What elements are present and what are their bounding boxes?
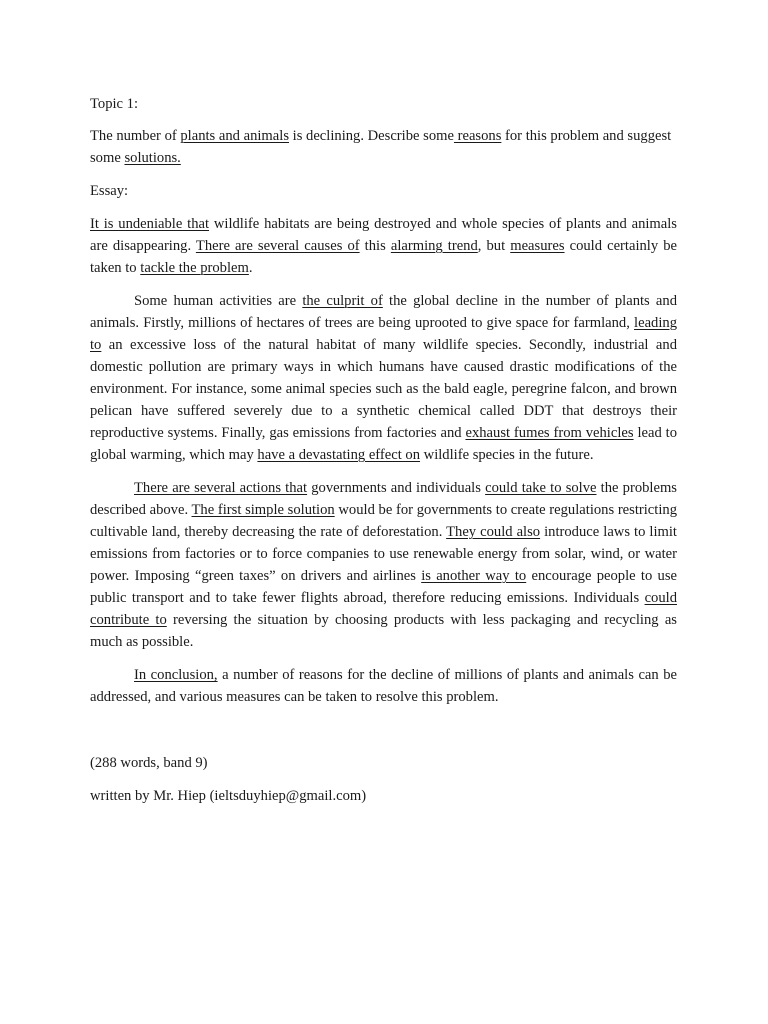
prompt-text: is declining. Describe some — [289, 128, 454, 144]
paragraph-text: wildlife habitats are being destroyed and whole species of plants and animals are disappearing. — [90, 216, 677, 254]
phrase-underline: tackle the problem — [140, 260, 249, 276]
paragraph-text: could certainly be taken to — [90, 238, 677, 276]
paragraph-text: Some human activities are — [134, 293, 303, 309]
paragraph-text: this — [359, 238, 391, 254]
phrase-underline: alarming trend — [390, 238, 478, 254]
topic-label: Topic 1: — [90, 96, 139, 112]
paragraph-text: , but — [477, 238, 511, 254]
author-line: written by Mr. Hiep (ieltsduyhiep@gmail.com) — [90, 788, 367, 804]
paragraph-text: lead to global warming, which may — [90, 425, 677, 463]
document-body — [90, 93, 677, 807]
paragraph-text: a number of reasons for the decline of millions of plants and animals can be addressed, and various measures can be taken to resolve this problem. — [90, 667, 677, 705]
prompt-underline: solutions. — [124, 150, 181, 166]
phrase-underline: could contribute to — [90, 590, 677, 628]
paragraph-text: an excessive loss of the natural habitat of many wildlife species. Secondly, industrial and domestic pollution are primary ways in which humans have caused drastic modifications of the environment. For instance, some animal species such as the bald eagle, peregrine falcon, and brown pelican have suffered severely due to a synthetic chemical called DDT that destroys their reproductive systems. Finally, gas emissions from factories and — [90, 337, 677, 441]
body-paragraph-1 — [90, 290, 677, 466]
phrase-underline: There are several actions that — [134, 480, 308, 496]
prompt-underline: reasons — [453, 128, 502, 144]
paragraph-text: reversing the situation by choosing products with less packaging and recycling as much as possible. — [90, 612, 677, 650]
essay-prompt — [90, 125, 677, 169]
phrase-underline: is another way to — [421, 568, 527, 584]
paragraph-text: . — [248, 260, 253, 276]
paragraph-text: would be for governments to create regulations restricting cultivable land, thereby decreasing the rate of deforestation. — [90, 502, 677, 540]
paragraph-text: encourage people to use public transport and to take fewer flights abroad, therefore reducing emissions. Individuals — [90, 568, 677, 606]
phrase-underline: exhaust fumes from vehicles — [465, 425, 634, 441]
phrase-underline: The first simple solution — [191, 502, 335, 518]
phrase-underline: It is undeniable that — [90, 216, 210, 232]
phrase-underline: measures — [510, 238, 565, 254]
paragraph-text: the problems described above. — [90, 480, 677, 518]
phrase-underline: have a devastating effect on — [257, 447, 421, 463]
phrase-underline: They could also — [446, 524, 541, 540]
essay-label: Essay: — [90, 183, 129, 199]
prompt-text: for this problem and suggest some — [90, 128, 672, 166]
paragraph-text: wildlife species in the future. — [420, 447, 594, 463]
word-count: (288 words, band 9) — [90, 755, 208, 771]
phrase-underline: the culprit of — [302, 293, 383, 309]
body-paragraph-2 — [90, 477, 677, 653]
conclusion-paragraph — [90, 664, 677, 708]
prompt-underline: plants and animals — [180, 128, 289, 144]
phrase-underline: leading to — [90, 315, 677, 353]
paragraph-text: introduce laws to limit emissions from factories or to force companies to use renewable energy from solar, wind, or water power. Imposing “green taxes” on drivers and airlines — [90, 524, 677, 584]
intro-paragraph — [90, 213, 677, 279]
phrase-underline: In conclusion, — [134, 667, 218, 683]
paragraph-text: governments and individuals — [307, 480, 486, 496]
prompt-text: The number of — [90, 128, 181, 144]
paragraph-text: the global decline in the number of plants and animals. Firstly, millions of hectares of trees are being uprooted to give space for farmland, — [90, 293, 678, 331]
phrase-underline: could take to solve — [485, 480, 597, 496]
phrase-underline: There are several causes of — [195, 238, 360, 254]
